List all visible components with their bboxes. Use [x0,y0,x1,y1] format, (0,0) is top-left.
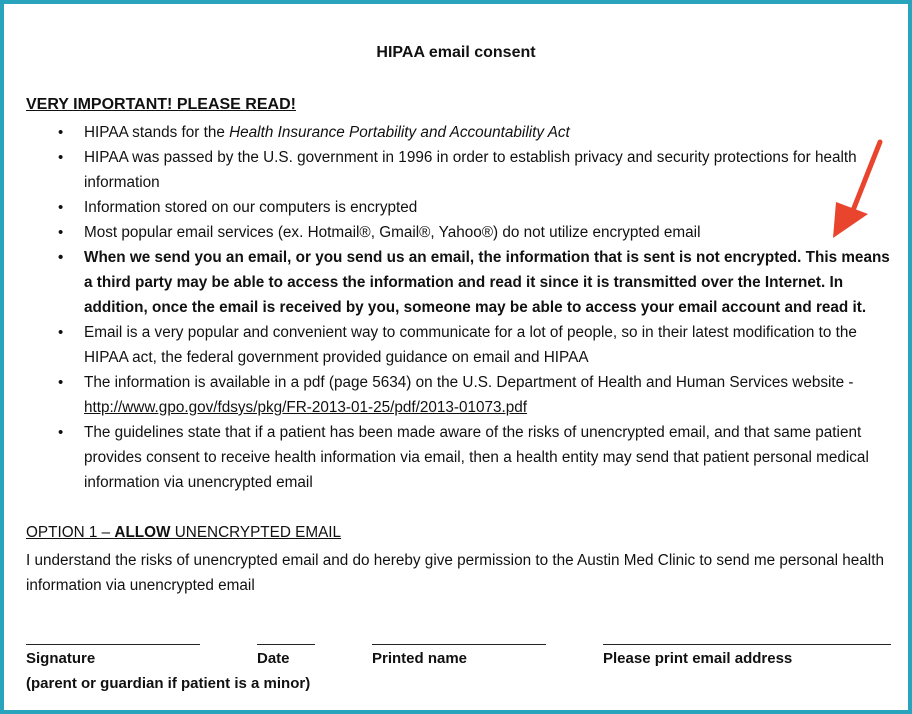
page-title: HIPAA email consent [376,44,536,61]
section-heading: VERY IMPORTANT! PLEASE READ! [26,96,296,113]
document-page [4,4,908,710]
list-item [26,370,896,420]
bullet-text: The information is available in a pdf (page 5634) on the U.S. Department of Health and Human Services website - [84,374,854,391]
printed-name-line[interactable] [372,644,546,645]
printed-name-label: Printed name [372,650,468,667]
bullet-list [26,120,896,495]
email-address-label: Please print email address [603,650,793,667]
option1-allow: ALLOW [114,524,171,541]
list-item [26,120,896,145]
list-item: • Information stored on our computers is encrypted [26,195,896,220]
date-label: Date [257,650,290,667]
email-address-line[interactable] [603,644,891,645]
signature-label: Signature [26,650,96,667]
guardian-note: (parent or guardian if patient is a minor) [26,675,311,692]
bullet-text: HIPAA stands for the [84,124,230,141]
list-item: • HIPAA was passed by the U.S. government in 1996 in order to establish privacy and security protections for health information [26,145,896,195]
hhs-pdf-link[interactable]: http://www.gpo.gov/fdsys/pkg/FR-2013-01-25/pdf/2013-01073.pdf [84,399,528,416]
list-item: • Most popular email services (ex. Hotmail®, Gmail®, Yahoo®) do not utilize encrypted email [26,220,896,245]
list-item-important: • When we send you an email, or you send us an email, the information that is sent is not encrypted. This means a third party may be able to access the information and read it since it is transmitted over the Internet. In addition, once the email is received by you, someone may be able to access your email account and read it. [26,245,896,320]
bullet-italic-text: Health Insurance Portability and Accountability Act [229,124,570,141]
date-line[interactable] [257,644,315,645]
option1-prefix: OPTION 1 – [26,524,115,541]
signature-line[interactable] [26,644,200,645]
list-item: • The guidelines state that if a patient has been made aware of the risks of unencrypted email, and that same patient provides consent to receive health information via email, then a health entity may send that patient personal medical information via unencrypted email [26,420,896,495]
list-item: • Email is a very popular and convenient way to communicate for a lot of people, so in their latest modification to the HIPAA act, the federal government provided guidance on email and HIPAA [26,320,896,370]
option1-heading [26,524,341,542]
option1-suffix: UNENCRYPTED EMAIL [170,524,342,541]
option1-text: I understand the risks of unencrypted email and do hereby give permission to the Austin Med Clinic to send me personal health information via unencrypted email [26,552,884,594]
red-arrow-icon [824,136,890,248]
